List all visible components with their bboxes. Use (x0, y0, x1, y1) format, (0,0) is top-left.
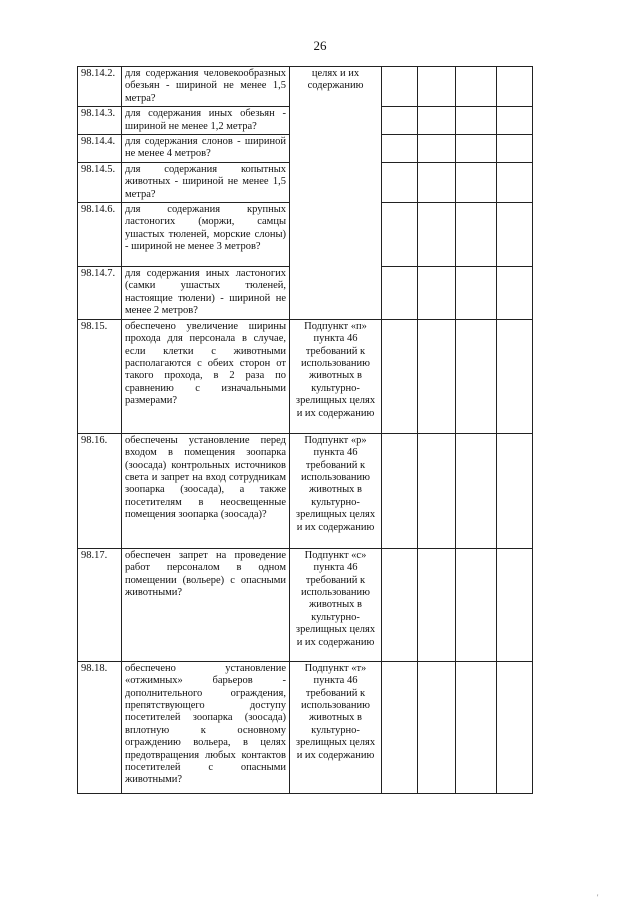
answer-cell[interactable] (456, 319, 497, 433)
answer-cell[interactable] (497, 319, 533, 433)
legal-reference: целях и их содержанию (290, 67, 382, 320)
answer-cell[interactable] (456, 661, 497, 793)
item-question: для содержания копытных животных - шириной не менее 1,5 метра? (122, 162, 290, 202)
item-question: обеспечено увеличение ширины прохода для персонала в случае, если клетки с животными располагаются с обеих сторон от такого прохода, в 2 раза по сравнению с изначальными размерами? (122, 319, 290, 433)
answer-cell[interactable] (418, 433, 456, 548)
answer-cell[interactable] (497, 661, 533, 793)
item-number: 98.14.4. (78, 135, 122, 163)
item-question: для содержания человекообразных обезьян - шириной не менее 1,5 метра? (122, 67, 290, 107)
answer-cell[interactable] (456, 203, 497, 267)
legal-reference: Подпункт «т» пункта 46 требований к использованию животных в культурно-зрелищных целях и их содержанию (290, 661, 382, 793)
item-question: для содержания крупных ластоногих (моржи, самцы ушастых тюленей, морские слоны) - шириной не менее 3 метров? (122, 203, 290, 267)
table-row (78, 548, 533, 661)
item-question: обеспечены установление перед входом в помещения зоопарка (зоосада) контрольных источников света и запрет на вход сотрудникам зоопарка (зоосада), а также посетителям в неосвещенные помещения зоопарка (зоосада)? (122, 433, 290, 548)
answer-cell[interactable] (456, 135, 497, 163)
item-question: для содержания иных обезьян - шириной не менее 1,2 метра? (122, 107, 290, 135)
answer-cell[interactable] (456, 107, 497, 135)
answer-cell[interactable] (382, 433, 418, 548)
answer-cell[interactable] (418, 267, 456, 320)
answer-cell[interactable] (456, 548, 497, 661)
answer-cell[interactable] (382, 319, 418, 433)
item-question: обеспечен запрет на проведение работ персоналом в одном помещении (вольере) с опасными животными? (122, 548, 290, 661)
item-number: 98.14.6. (78, 203, 122, 267)
answer-cell[interactable] (456, 433, 497, 548)
answer-cell[interactable] (418, 319, 456, 433)
item-number: 98.14.3. (78, 107, 122, 135)
table-row (78, 319, 533, 433)
scan-mark: ' (597, 893, 599, 902)
answer-cell[interactable] (418, 135, 456, 163)
item-number: 98.17. (78, 548, 122, 661)
answer-cell[interactable] (382, 135, 418, 163)
answer-cell[interactable] (456, 162, 497, 202)
answer-cell[interactable] (497, 267, 533, 320)
legal-reference: Подпункт «с» пункта 46 требований к использованию животных в культурно-зрелищных целях и их содержанию (290, 548, 382, 661)
legal-reference: Подпункт «п» пункта 46 требований к использованию животных в культурно-зрелищных целях и их содержанию (290, 319, 382, 433)
item-number: 98.14.5. (78, 162, 122, 202)
answer-cell[interactable] (497, 203, 533, 267)
table-row (78, 433, 533, 548)
answer-cell[interactable] (382, 548, 418, 661)
answer-cell[interactable] (418, 107, 456, 135)
answer-cell[interactable] (382, 203, 418, 267)
answer-cell[interactable] (382, 107, 418, 135)
answer-cell[interactable] (497, 433, 533, 548)
page-number: 26 (313, 38, 327, 53)
checklist-table (77, 66, 533, 794)
answer-cell[interactable] (497, 107, 533, 135)
item-question: для содержания иных ластоногих (самки ушастых тюленей, настоящие тюлени) - шириной не менее 2 метров? (122, 267, 290, 320)
answer-cell[interactable] (418, 67, 456, 107)
item-number: 98.15. (78, 319, 122, 433)
answer-cell[interactable] (497, 67, 533, 107)
item-question: для содержания слонов - шириной не менее 4 метров? (122, 135, 290, 163)
table-row (78, 67, 533, 107)
item-number: 98.16. (78, 433, 122, 548)
answer-cell[interactable] (418, 661, 456, 793)
answer-cell[interactable] (456, 67, 497, 107)
answer-cell[interactable] (418, 162, 456, 202)
item-question: обеспечено установление «отжимных» барьеров - дополнительного ограждения, препятствующего доступу посетителей зоопарка (зоосада) вплотную к основному ограждению вольера, в целях предотвращения любых контактов посетителей с опасными животными? (122, 661, 290, 793)
answer-cell[interactable] (382, 267, 418, 320)
item-number: 98.14.7. (78, 267, 122, 320)
answer-cell[interactable] (418, 203, 456, 267)
table-row (78, 661, 533, 793)
answer-cell[interactable] (418, 548, 456, 661)
answer-cell[interactable] (497, 548, 533, 661)
answer-cell[interactable] (382, 162, 418, 202)
legal-reference: Подпункт «р» пункта 46 требований к использованию животных в культурно-зрелищных целях и их содержанию (290, 433, 382, 548)
answer-cell[interactable] (382, 67, 418, 107)
answer-cell[interactable] (497, 162, 533, 202)
answer-cell[interactable] (497, 135, 533, 163)
answer-cell[interactable] (456, 267, 497, 320)
item-number: 98.14.2. (78, 67, 122, 107)
item-number: 98.18. (78, 661, 122, 793)
answer-cell[interactable] (382, 661, 418, 793)
